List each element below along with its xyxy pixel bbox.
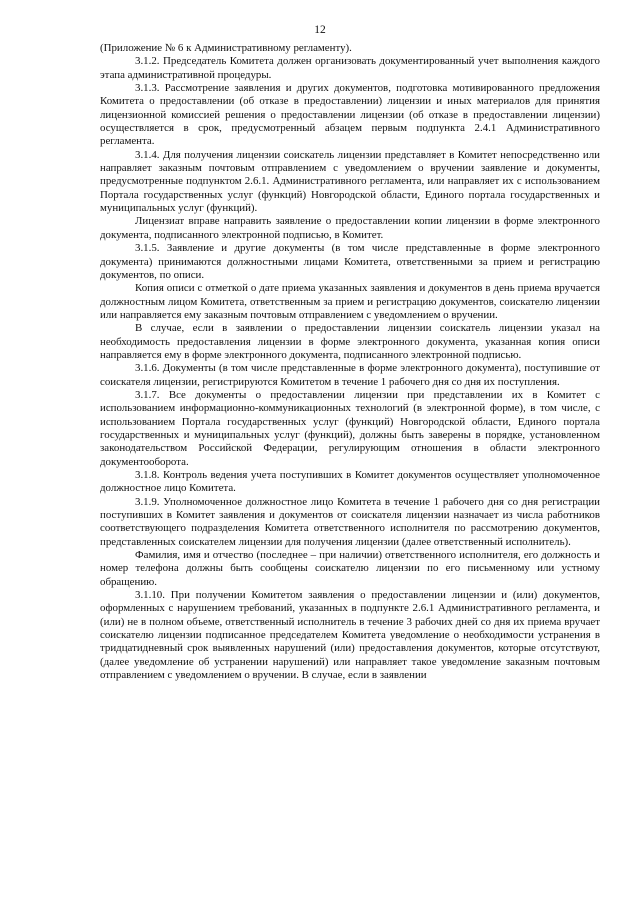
paragraph-electronic-copy: В случае, если в заявлении о предоставлении лицензии соискатель лицензии указал на необходимость предоставления лицензии в форме электронного документа, указанная копия описи направляется ему в форме электронного документа, подписанного электронной подписью. [100, 322, 600, 361]
document-body [100, 42, 600, 683]
paragraph-3-1-8: 3.1.8. Контроль ведения учета поступивших в Комитет документов осуществляет уполномоченное должностное лицо Комитета. [100, 469, 600, 495]
paragraph-3-1-5: 3.1.5. Заявление и другие документы (в том числе представленные в форме электронного документа) принимаются должностными лицами Комитета, ответственными за прием и регистрацию документов, по описи. [100, 242, 600, 281]
paragraph-licensee-copy: Лицензиат вправе направить заявление о предоставлении копии лицензии в форме электронного документа, подписанного электронной подписью, в Комитет. [100, 215, 600, 241]
page-number: 12 [314, 24, 326, 36]
paragraph-3-1-10: 3.1.10. При получении Комитетом заявления о предоставлении лицензии и (или) документов, оформленных с нарушением требований, указанных в подпункте 2.6.1 Административного регламента, и (или) не в полном объеме, ответственный исполнитель в течение 3 рабочих дней со дня их приема вручает соискателю лицензии подписанное председателем Комитета уведомление о необходимости устранения в тридцатидневный срок выявленных нарушений (или) предоставления документов, которые отсутствуют, (далее уведомление об устранении нарушений) или направляет такое уведомление заказным почтовым отправлением с уведомлением о вручении. В случае, если в заявлении [100, 589, 600, 682]
paragraph-3-1-9: 3.1.9. Уполномоченное должностное лицо Комитета в течение 1 рабочего дня со дня регистрации поступивших в Комитет заявления и документов от соискателя лицензии назначает из числа работников соответствующего подразделения Комитета ответственного исполнителя по рассмотрению документов, представленных соискателем лицензии для получения лицензии (далее ответственный исполнитель). [100, 495, 600, 548]
paragraph-3-1-6: 3.1.6. Документы (в том числе представленные в форме электронного документа), поступившие от соискателя лицензии, регистрируются Комитетом в течение 1 рабочего дня со дня их поступления. [100, 362, 600, 388]
paragraph-appendix-ref: (Приложение № 6 к Административному регламенту). [100, 42, 352, 54]
paragraph-3-1-3: 3.1.3. Рассмотрение заявления и других документов, подготовка мотивированного предложения Комитета о предоставлении (об отказе в предоставлении) лицензии и иных материалов для принятия лицензионной комиссией решения о предоставлении лицензии (об отказе в предоставлении лицензии) осуществляется в срок, предусмотренный абзацем первым подпункта 2.4.1 Административного регламента. [100, 82, 600, 148]
paragraph-3-1-2: 3.1.2. Председатель Комитета должен организовать документированный учет выполнения каждого этапа административной процедуры. [100, 55, 600, 81]
paragraph-3-1-7: 3.1.7. Все документы о предоставлении лицензии при представлении их в Комитет с использованием информационно-коммуникационных технологий (в электронной форме), в том числе, с использованием Портала государственных услуг (функций) Новгородской области, Единого портала государственных и муниципальных услуг (функций), должны быть заверены в порядке, установленном законодательством Российской Федерации, регулирующим отношения в области электронного документооборота. [100, 388, 600, 468]
paragraph-executor-info: Фамилия, имя и отчество (последнее – при наличии) ответственного исполнителя, его должность и номер телефона должны быть сообщены соискателю лицензии по его письменному или устному обращению. [100, 549, 600, 588]
paragraph-3-1-4: 3.1.4. Для получения лицензии соискатель лицензии представляет в Комитет непосредственно или направляет заказным почтовым отправлением с уведомлением о вручении заявление и документы, предусмотренные подпунктом 2.6.1. Административного регламента, или направляет их с использованием Портала государственных услуг (функций) Новгородской области, Единого портала государственных и муниципальных услуг (функций). [100, 148, 600, 215]
paragraph-inventory-copy: Копия описи с отметкой о дате приема указанных заявления и документов в день приема вручается должностным лицом Комитета, ответственным за прием и регистрацию документов, соискателю лицензии или направляется ему заказным почтовым отправлением с уведомлением о вручении. [100, 282, 600, 321]
